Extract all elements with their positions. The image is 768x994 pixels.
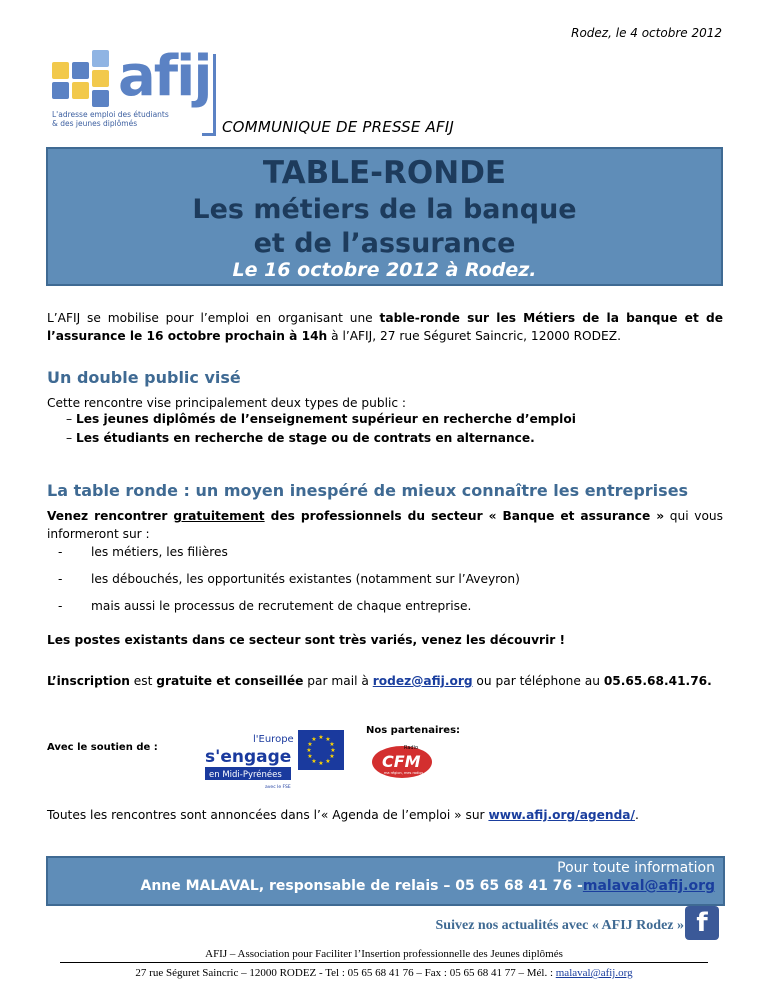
intro-address: à l’AFIJ, 27 rue Séguret Saincric, 12000 RODEZ. (327, 329, 621, 343)
agenda-text: Toutes les rencontres sont annoncées dans l’« Agenda de l’emploi » sur (47, 808, 489, 822)
europe-engage-logo (203, 730, 295, 790)
public-list (66, 410, 576, 448)
eu-logo-line4: avec le FSE (265, 785, 291, 790)
intro-bold: table-ronde sur les Métiers de la banque et de l’assurance le 16 octobre prochain à 14h (47, 311, 723, 343)
eu-logo-line1: l'Europe (253, 734, 294, 745)
svg-text:★: ★ (325, 736, 331, 743)
banner-subtitle-line1: Les métiers de la banque (192, 194, 577, 225)
footer-contact (0, 967, 768, 979)
support-label: Avec le soutien de : (47, 742, 158, 753)
agenda-text-end: . (634, 808, 639, 822)
infobox-title: Pour toute information (557, 860, 715, 876)
infobox-contact-text: Anne MALAVAL, responsable de relais – 05 65 68 41 76 - (140, 878, 583, 894)
banner-title: TABLE-RONDE (262, 155, 507, 191)
footer-association: AFIJ – Association pour Faciliter l’Insertion professionnelle des Jeunes diplômés (205, 948, 563, 960)
section-heading-table-ronde: La table ronde : un moyen inespéré de mieux connaître les entreprises (47, 481, 689, 500)
infobox-contact (48, 878, 715, 894)
infobox-email-link[interactable]: malaval@afij.org (582, 878, 715, 894)
lead-bold-sector: des professionnels du secteur « Banque et assurance » (264, 509, 665, 523)
svg-text:★: ★ (311, 758, 317, 765)
contact-infobox (46, 856, 725, 906)
eu-logo-line2: s'engage (205, 747, 292, 767)
svg-text:★: ★ (307, 741, 313, 748)
afij-logo (50, 44, 220, 136)
lead-bold: Venez rencontrer (47, 509, 174, 523)
inscription-label: L’inscription (47, 674, 130, 688)
phone-number: 05.65.68.41.76. (603, 674, 712, 688)
eu-flag-icon (298, 730, 344, 770)
svg-text:★: ★ (325, 758, 331, 765)
svg-text:★: ★ (330, 747, 336, 754)
agenda-link[interactable]: www.afij.org/agenda/ (488, 808, 635, 822)
cfm-radio-logo (370, 740, 434, 780)
footer-contact-text: 27 rue Séguret Saincric – 12000 RODEZ - Tel : 05 65 68 41 76 – Fax : 05 65 68 41 77 – Mél. : (135, 967, 556, 979)
lead-text: qui vous informeront sur : (47, 509, 723, 541)
topics-list (58, 545, 520, 626)
postes-statement: Les postes existants dans ce secteur sont très variés, venez les découvrir ! (47, 633, 566, 647)
banner-subtitle (48, 193, 721, 261)
cfm-logo-slogan: ma région, mes radios (384, 771, 424, 775)
intro-text: L’AFIJ se mobilise pour l’emploi en organisant une (47, 311, 380, 325)
svg-text:★: ★ (311, 736, 317, 743)
lead-underlined: gratuitement (173, 509, 265, 523)
eu-logo-line3: en Midi-Pyrénées (209, 770, 282, 780)
intro-paragraph (47, 309, 723, 345)
list-item: - les métiers, les filières (58, 545, 520, 572)
list-item: – Les jeunes diplômés de l’enseignement supérieur en recherche d’emploi (66, 410, 576, 429)
svg-text:★: ★ (329, 741, 335, 748)
banner-subtitle-line2: et de l’assurance (253, 228, 516, 259)
section-heading-public: Un double public visé (47, 368, 241, 387)
svg-text:★: ★ (318, 734, 324, 741)
inscription-text: par mail à (303, 674, 373, 688)
svg-text:★: ★ (329, 753, 335, 760)
logo-tagline: L'adresse emploi des étudiants & des jeunes diplômés (52, 110, 169, 128)
list-item: - mais aussi le processus de recrutement de chaque entreprise. (58, 599, 520, 626)
banner-date: Le 16 octobre 2012 à Rodez. (232, 259, 537, 281)
title-banner (46, 147, 723, 286)
follow-text: Suivez nos actualités avec « AFIJ Rodez » (435, 918, 684, 933)
inscription-free: gratuite et conseillée (156, 674, 304, 688)
inscription-paragraph (47, 672, 723, 690)
communique-title: COMMUNIQUE DE PRESSE AFIJ (222, 118, 455, 136)
inscription-text: ou par téléphone au (472, 674, 604, 688)
partners-label: Nos partenaires: (366, 725, 461, 736)
agenda-paragraph (47, 806, 723, 824)
footer-divider (60, 962, 708, 963)
cfm-logo-radio: Radio (404, 745, 419, 751)
facebook-icon[interactable]: f (685, 906, 719, 940)
svg-text:★: ★ (318, 760, 324, 767)
list-item: – Les étudiants en recherche de stage ou de contrats en alternance. (66, 429, 576, 448)
cfm-logo-text: CFM (382, 752, 421, 771)
footer-email-link[interactable]: malaval@afij.org (555, 967, 633, 979)
section-table-ronde-lead (47, 507, 723, 543)
email-link[interactable]: rodez@afij.org (372, 674, 473, 688)
dateline: Rodez, le 4 octobre 2012 (571, 26, 722, 40)
logo-wordmark: afij (118, 44, 211, 109)
inscription-text: est (129, 674, 157, 688)
svg-text:★: ★ (307, 753, 313, 760)
list-item: - les débouchés, les opportunités existantes (notamment sur l’Aveyron) (58, 572, 520, 599)
svg-text:★: ★ (306, 747, 312, 754)
section-public-lead: Cette rencontre vise principalement deux types de public : (47, 396, 407, 410)
